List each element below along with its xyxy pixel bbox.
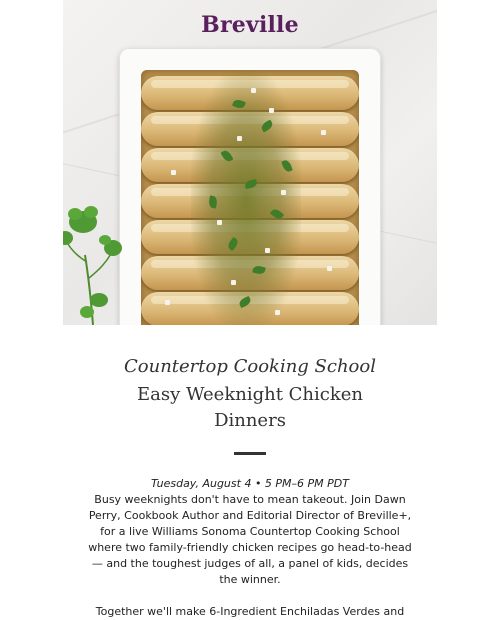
- cheese-crumble: [251, 88, 256, 93]
- series-name: Countertop Cooking School: [124, 356, 376, 377]
- cheese-crumble: [217, 220, 222, 225]
- enchiladas: [141, 70, 359, 325]
- event-title-line1: Easy Weeknight Chicken: [136, 384, 364, 405]
- cheese-crumble: [321, 130, 326, 135]
- cilantro-sprig-icon: [63, 200, 123, 325]
- breville-logo[interactable]: Breville: [201, 12, 299, 38]
- event-title-block: [0, 355, 500, 455]
- cheese-crumble: [275, 310, 280, 315]
- cheese-crumble: [265, 248, 270, 253]
- event-details: [85, 476, 415, 620]
- baking-dish: [119, 48, 381, 325]
- cheese-crumble: [327, 266, 332, 271]
- event-description: Busy weeknights don't have to mean takeout. Join Dawn Perry, Cookbook Author and Editorial Director of Breville+, for a live Williams Sonoma Countertop Cooking School where two family-friendly chicken recipes go head-to-head — and the toughest judges of all, a panel of kids, decides the winner.: [88, 493, 412, 586]
- cheese-crumble: [237, 136, 242, 141]
- event-title: [0, 382, 500, 434]
- event-title-line2: Dinners: [214, 410, 286, 431]
- salsa-verde: [191, 70, 301, 325]
- event-description-continued: Together we'll make 6-Ingredient Enchiladas Verdes and: [95, 605, 405, 618]
- cheese-crumble: [165, 300, 170, 305]
- cheese-crumble: [269, 108, 274, 113]
- divider: [234, 452, 266, 455]
- cheese-crumble: [171, 170, 176, 175]
- cheese-crumble: [281, 190, 286, 195]
- event-date: Tuesday, August 4 • 5 PM–6 PM PDT: [151, 477, 349, 490]
- cheese-crumble: [231, 280, 236, 285]
- hero-image: [63, 0, 437, 325]
